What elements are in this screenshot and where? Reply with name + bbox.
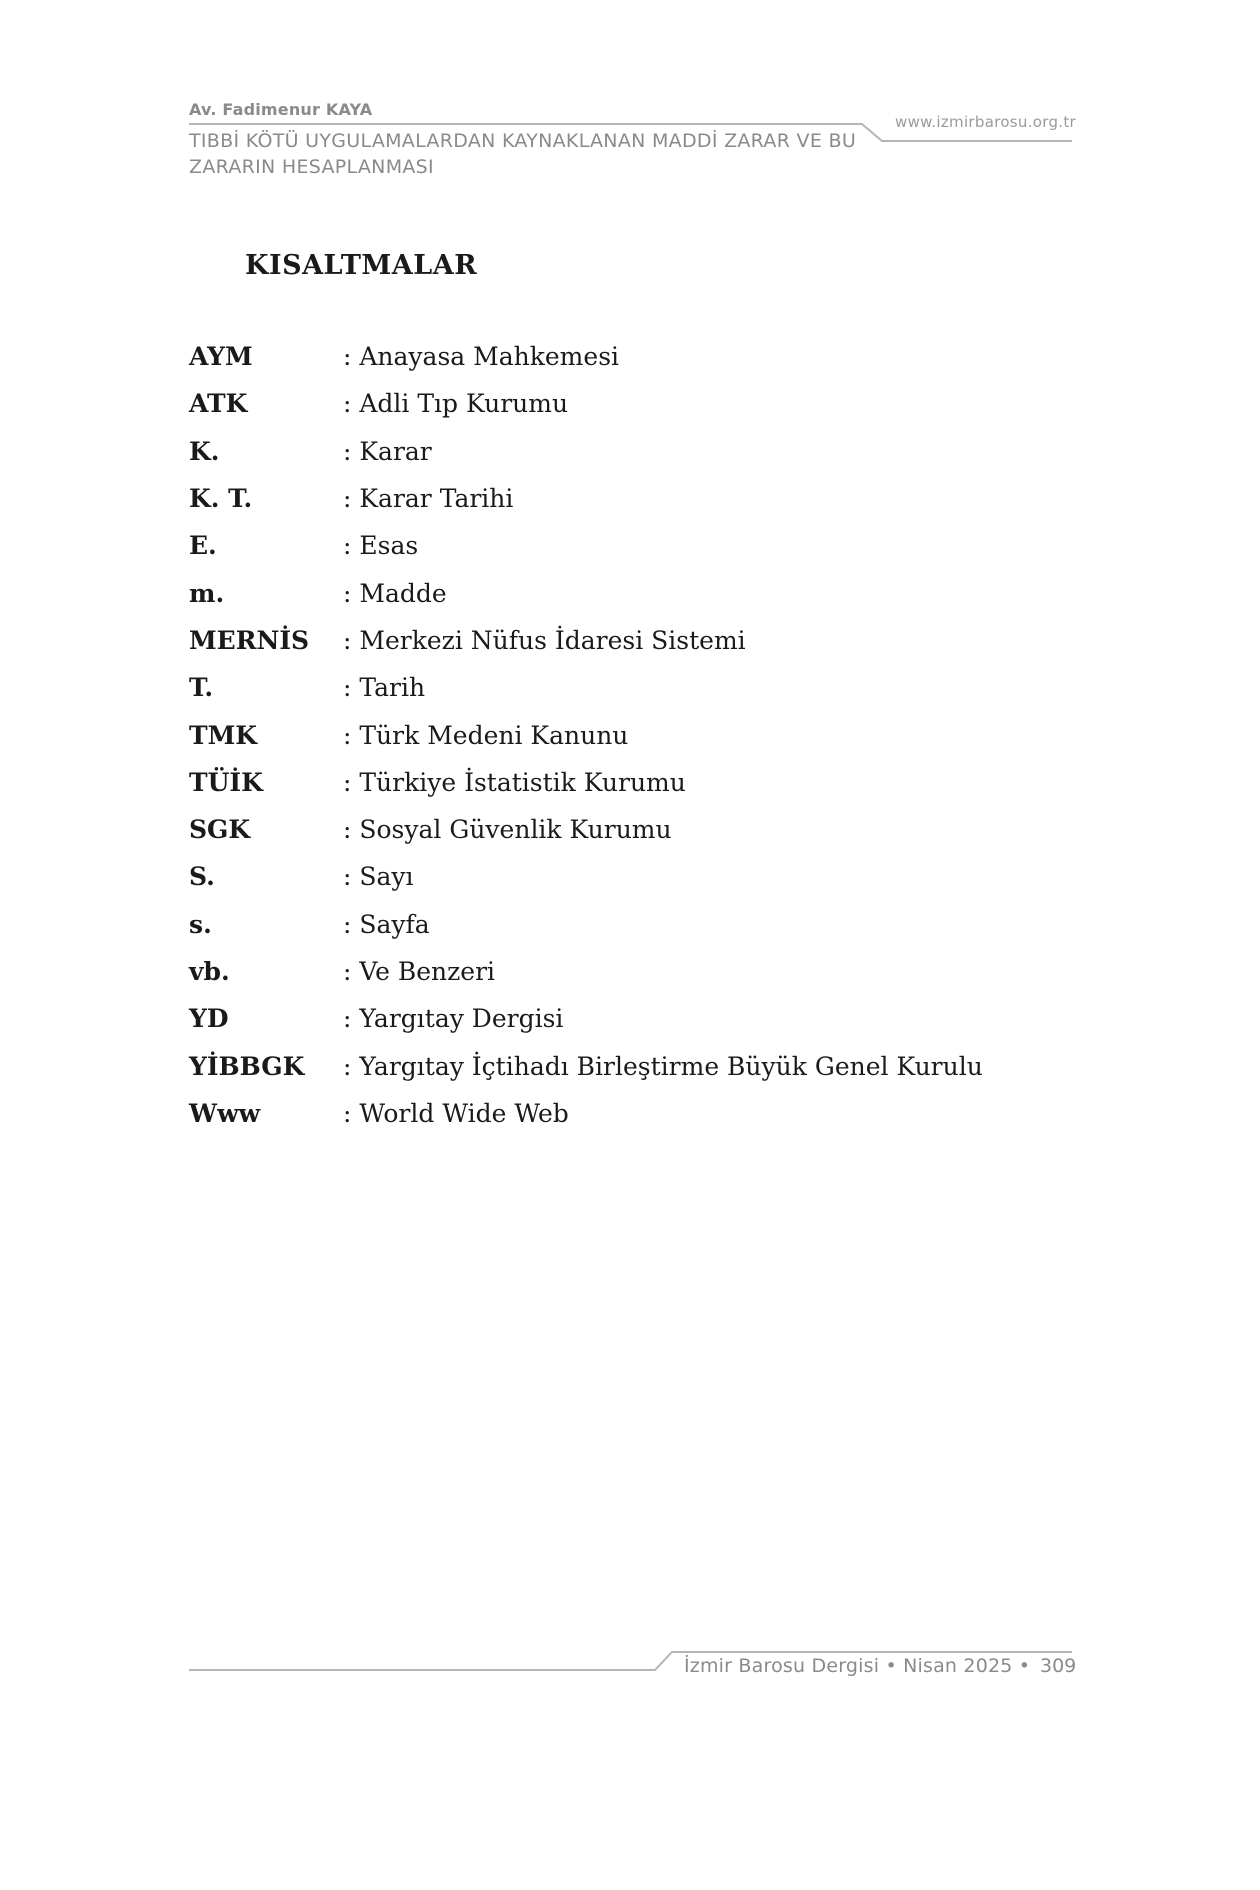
abbreviation-term: YİBBGK (189, 1051, 305, 1081)
header-author: Av. Fadimenur KAYA (189, 100, 373, 119)
header-url: www.izmirbarosu.org.tr (895, 113, 1077, 131)
abbreviation-definition: : Ve Benzeri (343, 957, 496, 986)
abbreviation-definition: : Anayasa Mahkemesi (343, 342, 620, 372)
page-number: 309 (1040, 1655, 1077, 1677)
abbreviation-definition: : Madde (343, 578, 447, 608)
abbreviation-term: vb. (189, 957, 230, 986)
abbreviation-term: TÜİK (189, 767, 263, 797)
abbreviation-term: T. (189, 673, 214, 703)
footer-journal-name: İzmir Barosu Dergisi • Nisan 2025 • (684, 1655, 1031, 1677)
abbreviation-definition: : Esas (343, 531, 419, 561)
abbreviation-definition: : Merkezi Nüfus İdaresi Sistemi (343, 625, 746, 655)
abbreviation-definition: : Karar (343, 436, 432, 466)
abbreviation-term: AYM (189, 342, 253, 372)
abbreviation-definition: : Adli Tıp Kurumu (343, 389, 569, 419)
abbreviation-term: Www (189, 1098, 261, 1128)
abbreviation-definition: : Tarih (343, 673, 426, 703)
abbreviation-definition: : Karar Tarihi (343, 484, 514, 514)
abbreviation-term: s. (189, 909, 212, 939)
abbreviation-definition: : Türkiye İstatistik Kurumu (343, 767, 686, 797)
abbreviation-definition: : Sosyal Güvenlik Kurumu (343, 815, 672, 845)
abbreviation-term: MERNİS (189, 625, 310, 655)
abbreviation-definition: : Türk Medeni Kanunu (343, 720, 629, 750)
section-heading: KISALTMALAR (245, 250, 478, 281)
abbreviation-term: E. (189, 531, 217, 561)
abbreviation-term: K. (189, 436, 220, 466)
abbreviation-term: TMK (189, 720, 258, 750)
abbreviation-definition: : Sayı (343, 862, 414, 892)
abbreviation-term: m. (189, 578, 225, 608)
abbreviation-term: ATK (189, 389, 248, 419)
abbreviation-term: SGK (189, 815, 251, 845)
abbreviation-definition: : Sayfa (343, 909, 430, 939)
abbreviation-definition: : Yargıtay Dergisi (343, 1004, 564, 1034)
header-article-title: TIBBİ KÖTÜ UYGULAMALARDAN KAYNAKLANAN MADDİ ZARAR VE BU ZARARIN HESAPLANMASI (189, 130, 857, 178)
abbreviation-term: YD (189, 1004, 229, 1034)
abbreviation-term: S. (189, 862, 215, 892)
abbreviation-term: K. T. (189, 484, 253, 514)
abbreviation-definition: : Yargıtay İçtihadı Birleştirme Büyük Genel Kurulu (343, 1051, 983, 1081)
abbreviation-definition: : World Wide Web (343, 1098, 569, 1128)
